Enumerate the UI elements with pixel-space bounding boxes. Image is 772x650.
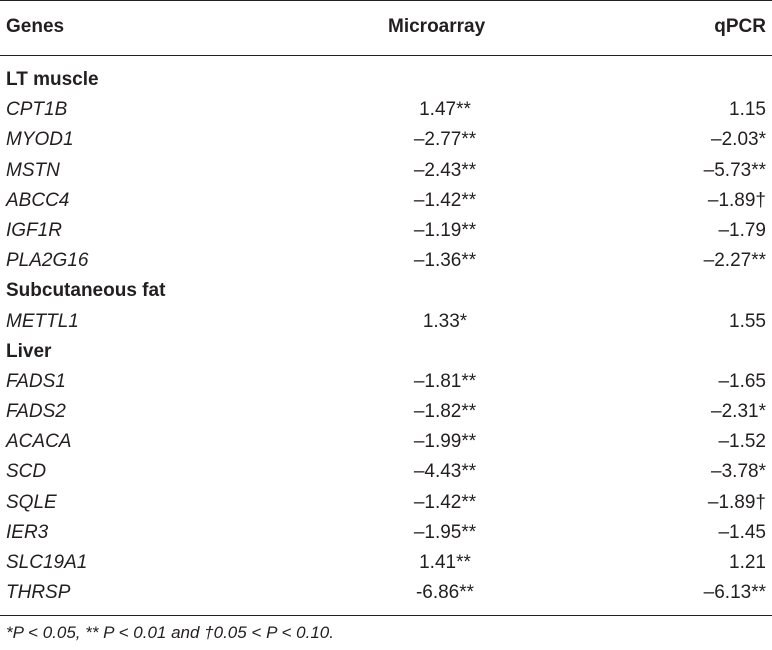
gene-name: FADS1: [6, 370, 66, 392]
qpcr-value: –1.45: [718, 521, 766, 543]
microarray-value: –4.43**: [413, 461, 477, 483]
qpcr-value: 1.21: [729, 552, 766, 573]
table-footnote: *P < 0.05, ** P < 0.01 and †0.05 < P < 0.10.: [6, 623, 334, 642]
qpcr-value: –5.73**: [703, 159, 766, 181]
gene-name: IER3: [6, 521, 49, 543]
gene-name: ABCC4: [6, 189, 70, 211]
microarray-value: –2.43**: [413, 159, 477, 181]
header-microarray: Microarray: [388, 16, 486, 37]
gene-name: CPT1B: [6, 99, 68, 121]
qpcr-value: –1.89†: [707, 491, 766, 513]
section-row: [0, 277, 772, 307]
gene-name: FADS2: [6, 401, 66, 423]
qpcr-value: –1.52: [718, 431, 766, 453]
microarray-value: -6.86**: [415, 582, 475, 604]
microarray-value: –1.82**: [413, 401, 477, 423]
qpcr-value: –2.27**: [703, 250, 766, 272]
gene-name: ACACA: [6, 431, 72, 453]
qpcr-value: –6.13**: [703, 582, 766, 604]
header-qpcr: qPCR: [714, 16, 766, 37]
table-bottom-rule: [0, 615, 772, 616]
table-row: [0, 519, 772, 549]
microarray-value: 1.47**: [419, 99, 471, 121]
microarray-value: 1.33*: [422, 310, 468, 332]
table-header-row: [0, 0, 772, 55]
table-row: [0, 308, 772, 338]
qpcr-value: –2.31*: [711, 401, 766, 423]
microarray-value: –1.19**: [413, 219, 477, 241]
microarray-value: –1.42**: [413, 189, 477, 211]
microarray-value: 1.41**: [419, 552, 471, 573]
microarray-value: –1.81**: [413, 370, 477, 392]
gene-name: MYOD1: [6, 129, 74, 151]
section-label: LT muscle: [6, 69, 99, 90]
table-row: [0, 96, 772, 126]
microarray-value: –1.42**: [413, 491, 477, 513]
gene-name: SQLE: [6, 491, 57, 513]
table-row: [0, 489, 772, 519]
microarray-value: –1.99**: [413, 431, 477, 453]
table-row: [0, 428, 772, 458]
qpcr-value: –1.89†: [707, 189, 766, 211]
table-row: [0, 398, 772, 428]
section-label: Subcutaneous fat: [6, 280, 166, 302]
table-row: [0, 247, 772, 277]
gene-name: MSTN: [6, 159, 60, 181]
gene-name: METTL1: [6, 310, 79, 332]
table-row: [0, 549, 772, 579]
gene-name: IGF1R: [6, 219, 62, 241]
gene-name: SCD: [6, 461, 47, 483]
section-row: [0, 66, 772, 96]
section-label: Liver: [6, 340, 52, 362]
qpcr-value: –1.65: [718, 370, 766, 392]
qpcr-value: –1.79: [718, 219, 766, 241]
table-header-rule: [0, 55, 772, 56]
qpcr-value: –3.78*: [711, 461, 766, 483]
gene-name: PLA2G16: [6, 250, 89, 272]
table-row: [0, 368, 772, 398]
section-row: [0, 338, 772, 368]
table-body: [0, 66, 772, 609]
microarray-value: –1.95**: [413, 521, 477, 543]
table-row: [0, 126, 772, 156]
gene-name: SLC19A1: [6, 552, 88, 573]
qpcr-value: –2.03*: [711, 129, 766, 151]
microarray-value: –1.36**: [413, 250, 477, 272]
table-row: [0, 217, 772, 247]
gene-name: THRSP: [6, 582, 71, 604]
microarray-value: –2.77**: [413, 129, 477, 151]
table-row: [0, 579, 772, 609]
table-row: [0, 458, 772, 488]
header-genes: Genes: [6, 16, 65, 37]
table-row: [0, 157, 772, 187]
table-row: [0, 187, 772, 217]
qpcr-value: 1.15: [729, 99, 766, 121]
qpcr-value: 1.55: [729, 310, 766, 332]
